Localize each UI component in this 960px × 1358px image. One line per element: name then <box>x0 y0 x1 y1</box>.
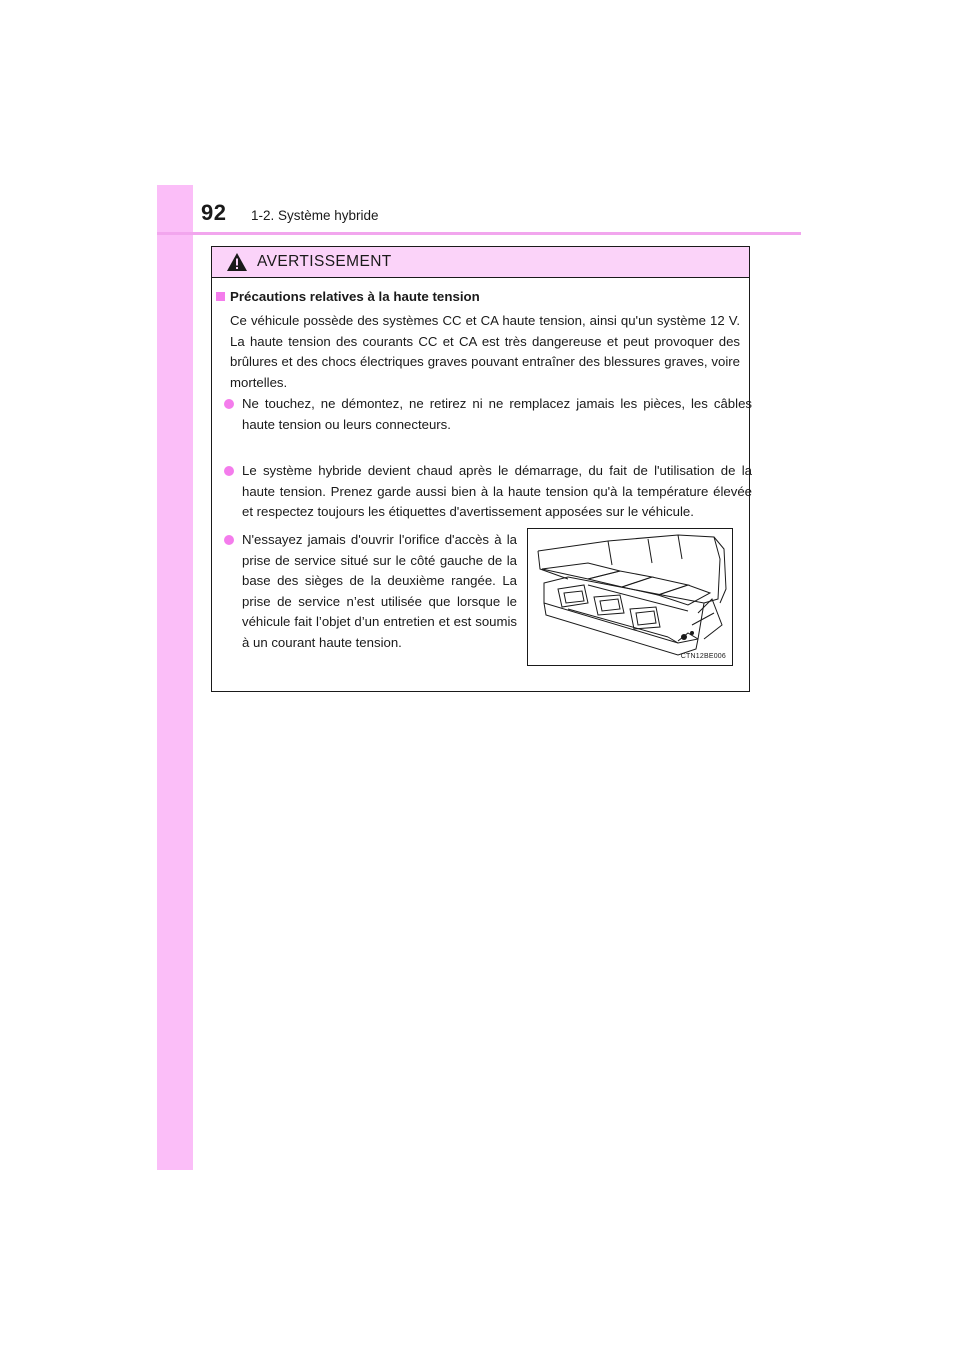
list-item-text: Le système hybride devient chaud après le démarrage, du fait de l'utilisation de la haute tension. Prenez garde aussi bien à la haute tension qu'à la température élevée et respectez toujours les étiquettes d'avertissement apposées sur le véhicule. <box>242 463 752 519</box>
seat-base-illustration <box>527 528 733 666</box>
page-number: 92 <box>201 200 227 225</box>
side-tab-band <box>157 185 193 1170</box>
seat-base-drawing <box>528 529 732 665</box>
round-bullet-icon <box>224 399 234 409</box>
round-bullet-icon <box>224 466 234 476</box>
section-heading <box>216 289 480 304</box>
square-bullet-icon <box>216 292 225 301</box>
header-rule <box>157 232 801 235</box>
round-bullet-icon <box>224 535 234 545</box>
section-heading-text: Précautions relatives à la haute tension <box>230 289 480 304</box>
list-item-text: N'essayez jamais d'ouvrir l'orifice d'accès à la prise de service situé sur le côté gauche de la base des sièges de la deuxième rangée. La prise de service n’est utilisée que lorsque le véhicule fait l’objet d’un entretien et est soumis à un courant haute tension. <box>242 532 517 650</box>
warning-header <box>212 247 749 278</box>
warning-triangle-icon <box>226 252 248 272</box>
illustration-code: CTN12BE006 <box>680 653 726 660</box>
warning-title: AVERTISSEMENT <box>257 253 392 270</box>
list-item-text: Ne touchez, ne démontez, ne retirez ni ne remplacez jamais les pièces, les câbles haute tension ou leurs connecteurs. <box>242 396 752 432</box>
warning-box <box>211 246 750 692</box>
warning-paragraph: Ce véhicule possède des systèmes CC et CA haute tension, ainsi qu'un système 12 V. La haute tension des courants CC et CA est très dangereuse et peut provoquer des brûlures et des chocs électriques graves pouvant entraîner des blessures graves, voire mortelles. <box>230 313 740 390</box>
section-title: 1-2. Système hybride <box>251 208 379 223</box>
